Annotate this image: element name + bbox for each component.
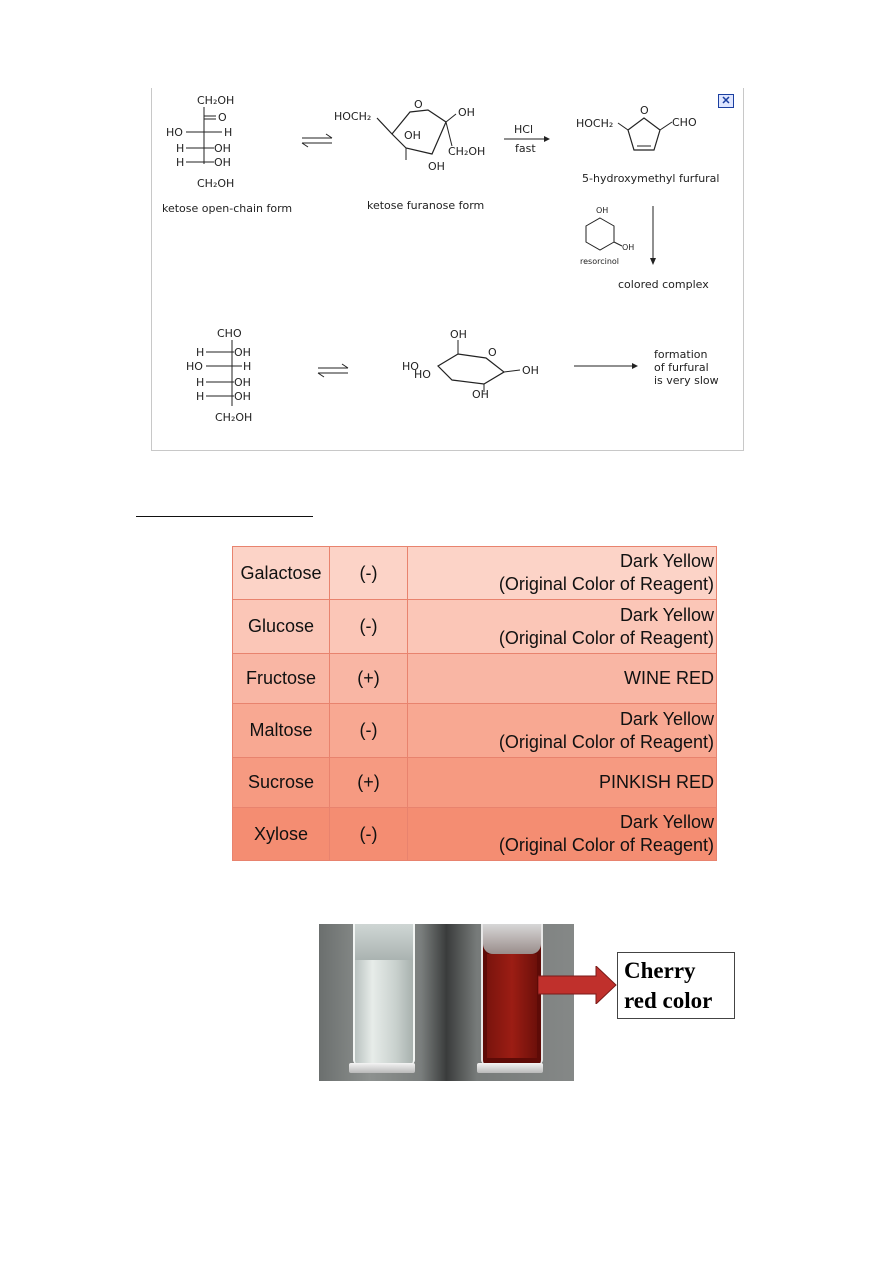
caption-hmf: 5-hydroxymethyl furfural [582,172,720,185]
formula-text: OH [234,390,251,403]
close-icon[interactable]: ✕ [718,94,734,108]
sugar-cell: Xylose [233,808,330,861]
color-line2: (Original Color of Reagent) [498,731,714,752]
result-cell: (-) [330,704,408,758]
slow-result-line: of furfural [654,361,709,374]
result-cell: (-) [330,547,408,600]
caption-resorcinol: resorcinol [580,257,620,266]
formula-text: OH [472,388,489,401]
color-line2: (Original Color of Reagent) [498,574,714,594]
arrow-label-top: HCl [514,123,534,136]
caption-ketose-open: ketose open-chain form [162,202,293,215]
color-cell [408,808,717,861]
formula-text: O [218,111,227,124]
result-cell: (+) [330,654,408,704]
slow-result-line: is very slow [654,374,719,387]
formula-text: OH [428,160,445,173]
pointer-arrow-icon [538,966,618,1004]
clear-cuvette [353,924,415,1064]
formula-text: O [488,346,497,359]
equilibrium-arrow-2 [318,364,348,377]
resorcinol-structure [580,206,634,266]
formula-text: OH [622,243,635,252]
color-cell [408,547,717,600]
color-line2: (Original Color of Reagent) [498,835,714,855]
color-line1: Dark Yellow [619,551,714,571]
hmf-structure [576,104,719,185]
formula-text: CH₂OH [197,94,235,107]
aldose-open-chain [186,327,252,424]
formula-text: OH [522,364,539,377]
formula-text: HOCH₂ [576,117,614,130]
formula-text: CHO [672,116,697,129]
cuvette-photo [319,924,574,1081]
slow-arrow [574,363,638,369]
formula-text: OH [234,346,251,359]
cuvette-base [477,1063,543,1073]
color-cell [408,600,717,654]
results-table [232,546,717,861]
cherry-label-line2: red color [624,988,713,1013]
reaction-figure [151,88,744,451]
formula-text: HO [166,126,183,139]
slow-result-line: formation [654,348,708,361]
heading-underline [136,516,313,517]
formula-text: H [196,390,205,403]
table-row [233,758,717,808]
cherry-label-line1: Cherry [624,958,696,983]
formula-text: OH [596,206,609,215]
caption-ketose-furanose: ketose furanose form [367,199,485,212]
ketose-open-chain [162,94,292,215]
color-line1: Dark Yellow [619,604,714,625]
result-cell: (+) [330,758,408,808]
formula-text: CH₂OH [448,145,486,158]
color-cell [408,654,717,704]
down-arrow [650,206,656,265]
color-line1: WINE RED [624,668,714,688]
arrow-label-bottom: fast [515,142,536,155]
colored-complex-label: colored complex [618,278,709,291]
results-table-body [233,547,717,861]
formula-text: OH [450,328,467,341]
color-cell [408,704,717,758]
formula-text: H [224,126,233,139]
sugar-cell: Maltose [233,704,330,758]
formula-text: O [414,98,423,111]
equilibrium-arrow-1 [302,134,332,147]
formula-text: OH [214,142,231,155]
table-row [233,654,717,704]
color-line2: (Original Color of Reagent) [498,627,714,648]
sugar-cell: Sucrose [233,758,330,808]
pyranose-structure [402,328,539,401]
formula-text: HO [414,368,431,381]
formula-text: HO [402,360,419,373]
formula-text: OH [214,156,231,169]
table-row [233,547,717,600]
cuvette-base [349,1063,415,1073]
table-row [233,704,717,758]
table-row [233,600,717,654]
ketose-furanose [334,98,485,212]
sugar-cell: Fructose [233,654,330,704]
sugar-cell: Glucose [233,600,330,654]
color-line1: PINKISH RED [598,772,714,792]
formula-text: H [176,156,185,169]
formula-text: OH [404,129,421,142]
color-cell [408,758,717,808]
cherry-red-label [617,952,735,1019]
color-line1: Dark Yellow [619,708,714,729]
formula-text: OH [458,106,475,119]
result-cell: (-) [330,808,408,861]
formula-text: HO [186,360,203,373]
formula-text: CHO [217,327,242,340]
formula-text: H [176,142,185,155]
hcl-arrow [504,123,550,155]
formula-text: H [196,376,205,389]
sugar-cell: Galactose [233,547,330,600]
result-cell: (-) [330,600,408,654]
formula-text: OH [234,376,251,389]
color-line1: Dark Yellow [619,812,714,832]
formula-text: H [243,360,252,373]
reaction-scheme [152,88,743,450]
red-cuvette [481,924,543,1064]
formula-text: H [196,346,205,359]
formula-text: HOCH₂ [334,110,372,123]
formula-text: CH₂OH [197,177,235,190]
table-row [233,808,717,861]
formula-text: CH₂OH [215,411,253,424]
formula-text: O [640,104,649,117]
